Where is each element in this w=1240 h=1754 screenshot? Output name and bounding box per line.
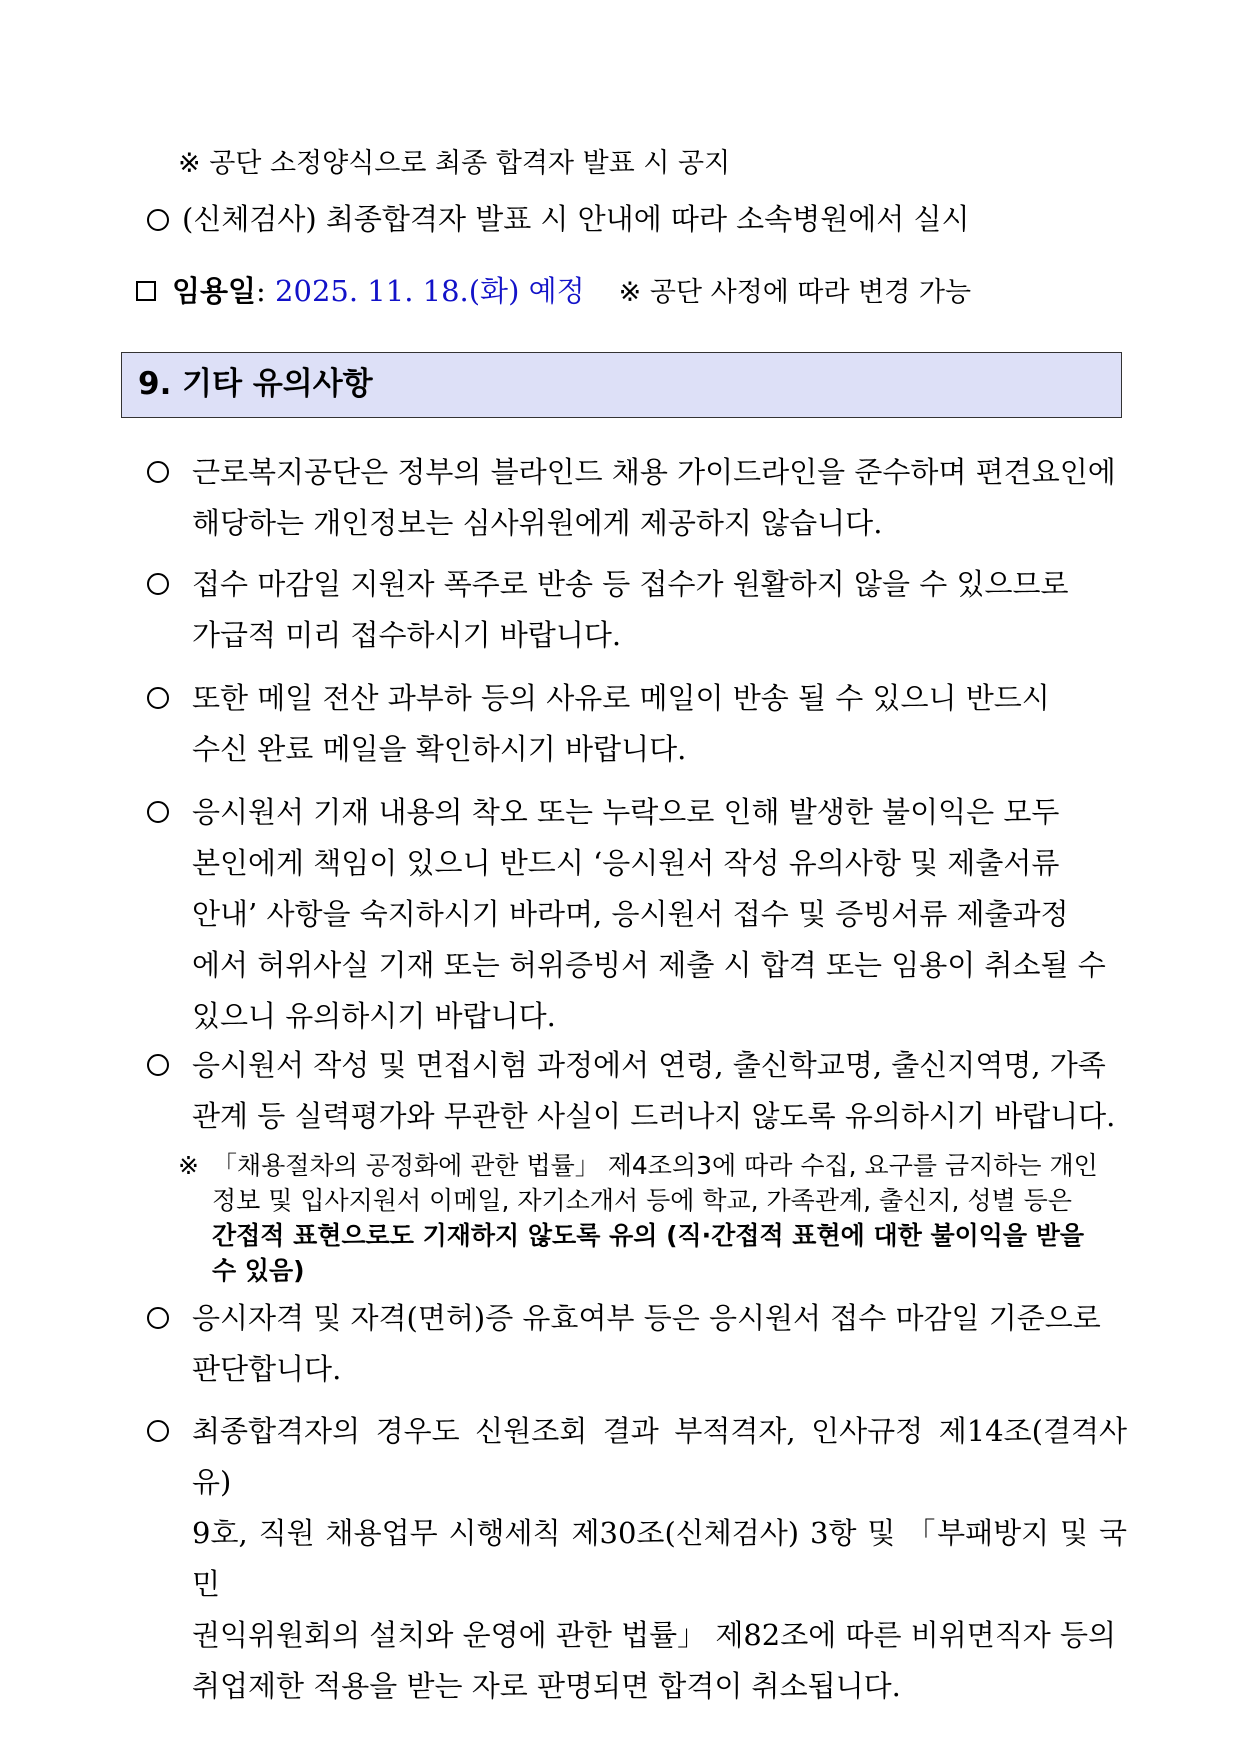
notice-line: 관계 등 실력평가와 무관한 사실이 드러나지 않도록 유의하시기 바랍니다. [192,1099,1116,1133]
notice-line: 에서 허위사실 기재 또는 허위증빙서 제출 시 합격 또는 임용이 취소될 수 [192,948,1106,982]
law-note-line: 정보 및 입사지원서 이메일, 자기소개서 등에 학교, 가족관계, 출신지, 성별 등은 [212,1186,1072,1215]
notice-item-3 [192,673,1127,775]
notice-line: 안내’ 사항을 숙지하시기 바라며, 응시원서 접수 및 증빙서류 제출과정 [192,897,1069,931]
notice-line: 응시원서 작성 및 면접시험 과정에서 연령, 출신학교명, 출신지역명, 가족 [192,1048,1106,1082]
appointment-date: 2025. 11. 18.(화) 예정 [275,274,585,308]
circle-bullet-icon [147,209,169,231]
reference-mark: ※ [178,1151,199,1180]
notice-line: 본인에게 책임이 있으니 반드시 ‘응시원서 작성 유의사항 및 제출서류 [192,846,1060,880]
physical-exam-text: (신체검사) 최종합격자 발표 시 안내에 따라 소속병원에서 실시 [182,202,970,236]
appointment-row [172,273,971,311]
law-note-bold-line: 수 있음) [212,1256,305,1285]
law-note-line: 「채용절차의 공정화에 관한 법률」 제4조의3에 따라 수집, 요구를 금지하는 개인 [212,1151,1098,1180]
law-note [212,1148,1128,1288]
circle-bullet-icon [147,573,169,595]
circle-bullet-icon [147,1054,169,1076]
notice-item-2 [192,559,1127,661]
circle-bullet-icon [147,1307,169,1329]
notice-line: 판단합니다. [192,1352,342,1386]
notice-line: 9호, 직원 채용업무 시행세칙 제30조(신체검사) 3항 및 「부패방지 및 국민 [192,1516,1127,1601]
appointment-note: ※ 공단 사정에 따라 변경 가능 [618,277,972,308]
notice-line: 또한 메일 전산 과부하 등의 사유로 메일이 반송 될 수 있으니 반드시 [192,681,1050,715]
appointment-label: 임용일 [172,274,257,308]
top-note: ※ 공단 소정양식으로 최종 합격자 발표 시 공지 [178,148,731,179]
notice-item-6 [192,1293,1127,1395]
notice-item-1 [192,447,1127,549]
notice-line: 응시원서 기재 내용의 착오 또는 누락으로 인해 발생한 불이익은 모두 [192,795,1060,829]
notice-line: 해당하는 개인정보는 심사위원에게 제공하지 않습니다. [192,506,883,540]
square-bullet-icon [136,281,156,301]
notice-line: 있으니 유의하시기 바랍니다. [192,999,556,1033]
circle-bullet-icon [147,461,169,483]
notice-line: 취업제한 적용을 받는 자로 판명되면 합격이 취소됩니다. [192,1669,901,1703]
notice-line: 근로복지공단은 정부의 블라인드 채용 가이드라인을 준수하며 편견요인에 [192,455,1116,489]
circle-bullet-icon [147,801,169,823]
notice-line: 권익위원회의 설치와 운영에 관한 법률」 제82조에 따른 비위면직자 등의 [192,1618,1117,1652]
circle-bullet-icon [147,1420,169,1442]
notice-item-4 [192,787,1127,1042]
circle-bullet-icon [147,687,169,709]
law-note-bold-line: 간접적 표현으로도 기재하지 않도록 유의 (직·간접적 표현에 대한 불이익을 받을 [212,1221,1085,1250]
notice-line: 접수 마감일 지원자 폭주로 반송 등 접수가 원활하지 않을 수 있으므로 [192,567,1069,601]
notice-line: 응시자격 및 자격(면허)증 유효여부 등은 응시원서 접수 마감일 기준으로 [192,1301,1101,1335]
appointment-colon: : [256,274,276,308]
notice-line: 가급적 미리 접수하시기 바랍니다. [192,618,622,652]
notice-item-5 [192,1040,1127,1142]
notice-item-7 [192,1406,1127,1712]
notice-line: 최종합격자의 경우도 신원조회 결과 부적격자, 인사규정 제14조(결격사유) [192,1414,1127,1499]
section-title: 9. 기타 유의사항 [138,366,373,402]
notice-line: 수신 완료 메일을 확인하시기 바랍니다. [192,732,687,766]
